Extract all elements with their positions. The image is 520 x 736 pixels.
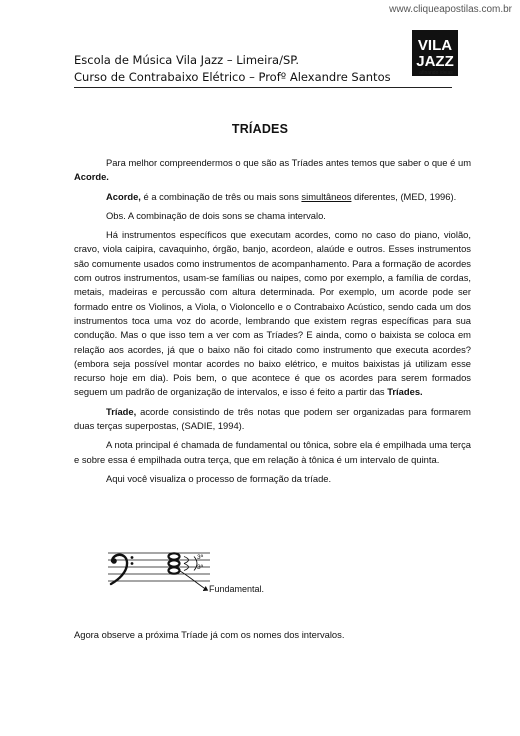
note-third bbox=[169, 560, 180, 566]
note-root bbox=[169, 567, 180, 573]
logo-caption: afinando ideias bbox=[419, 70, 453, 76]
document-body bbox=[74, 156, 471, 486]
underlined-word: simultâneos bbox=[301, 190, 352, 202]
bass-clef-staff bbox=[100, 547, 300, 597]
logo-text-top: VILA bbox=[417, 37, 453, 54]
paragraph-instruments bbox=[74, 228, 471, 400]
acorde-term: Acorde, bbox=[106, 190, 141, 202]
triades-bold-term: Tríades. bbox=[387, 386, 423, 398]
intro-text: Para melhor compreendermos o que são as Tríades antes temos que saber o que é um bbox=[106, 157, 471, 168]
paragraph-fundamental: A nota principal é chamada de fundamental ou tônica, sobre ela é empilhada uma terça e sobre essa é empilhada outra terça, que em relação à tônica é um intervalo de quinta. bbox=[74, 439, 471, 465]
paragraph-definition-triade bbox=[74, 405, 471, 434]
note-fifth bbox=[169, 553, 180, 559]
paragraph-definition-acorde bbox=[74, 190, 471, 204]
triade-definition: acorde consistindo de três notas que podem ser organizadas para formarem duas terças superpostas, (SADIE, 1994). bbox=[74, 405, 471, 432]
interval-brackets bbox=[184, 557, 197, 571]
document-header bbox=[74, 52, 391, 86]
label-fundamental: Fundamental. bbox=[209, 584, 265, 594]
header-rule bbox=[74, 87, 452, 88]
paragraph-obs: Obs. A combinação de dois sons se chama intervalo. bbox=[106, 209, 326, 221]
triad-chord-notes bbox=[169, 553, 180, 573]
label-lower-third: 3ª bbox=[197, 564, 204, 571]
watermark: www.cliqueapostilas.com.br bbox=[389, 4, 512, 15]
paragraph-intro bbox=[74, 156, 471, 185]
bass-clef-icon bbox=[111, 555, 133, 584]
triade-term: Tríade, bbox=[106, 405, 137, 417]
logo-text-bottom: JAZZ bbox=[416, 53, 454, 70]
intro-bold-term: Acorde. bbox=[74, 171, 109, 183]
bottom-paragraph: Agora observe a próxima Tríade já com os nomes dos intervalos. bbox=[74, 629, 345, 640]
page-title: TRÍADES bbox=[231, 122, 289, 136]
paragraph-visualize: Aqui você visualiza o processo de formação da tríade. bbox=[106, 472, 332, 484]
label-upper-third: 3ª bbox=[197, 554, 204, 561]
acorde-definition-post: diferentes, (MED, 1996). bbox=[351, 190, 457, 202]
instruments-text: Há instrumentos específicos que executam acordes, como no caso do piano, violão, cravo, viola caipira, cavaquinho, órgão, banjo, acordeon, alaúde e outros. Esses instrumentos são comumente usados como instrumentos de acompanhamento. Para a formação de acordes com outros instrumentos, usam-se famílias ou naipes, como por exemplo, a família de cordas, metais, madeiras e percussão com altura determinada. Por exemplo, um acorde pode ser formado entre os Violinos, a Viola, o Violoncello e o Contrabaixo Acústico, sendo cada um dos instrumentos toca uma voz do acorde, lembrando que existem regras específicas para sua condução. Mas o que isso tem a ver com as Tríades? E ainda, como o baixista se coloca em relação aos acordes, já que o baixo não foi citado como instrumento que executa acordes? (embora seja possível montar acordes no baixo elétrico, e muitos baixistas já utilizam esse recurso hoje em dia). Pois bem, o que acontece é que os acordes para serem formados seguem um padrão de organização de intervalos, e isso é feito a partir das bbox=[74, 229, 471, 398]
school-name: Escola de Música Vila Jazz – Limeira/SP. bbox=[74, 53, 300, 67]
course-name: Curso de Contrabaixo Elétrico – Profº Alexandre Santos bbox=[74, 70, 391, 84]
acorde-definition-pre: é a combinação de três ou mais sons bbox=[140, 190, 302, 202]
